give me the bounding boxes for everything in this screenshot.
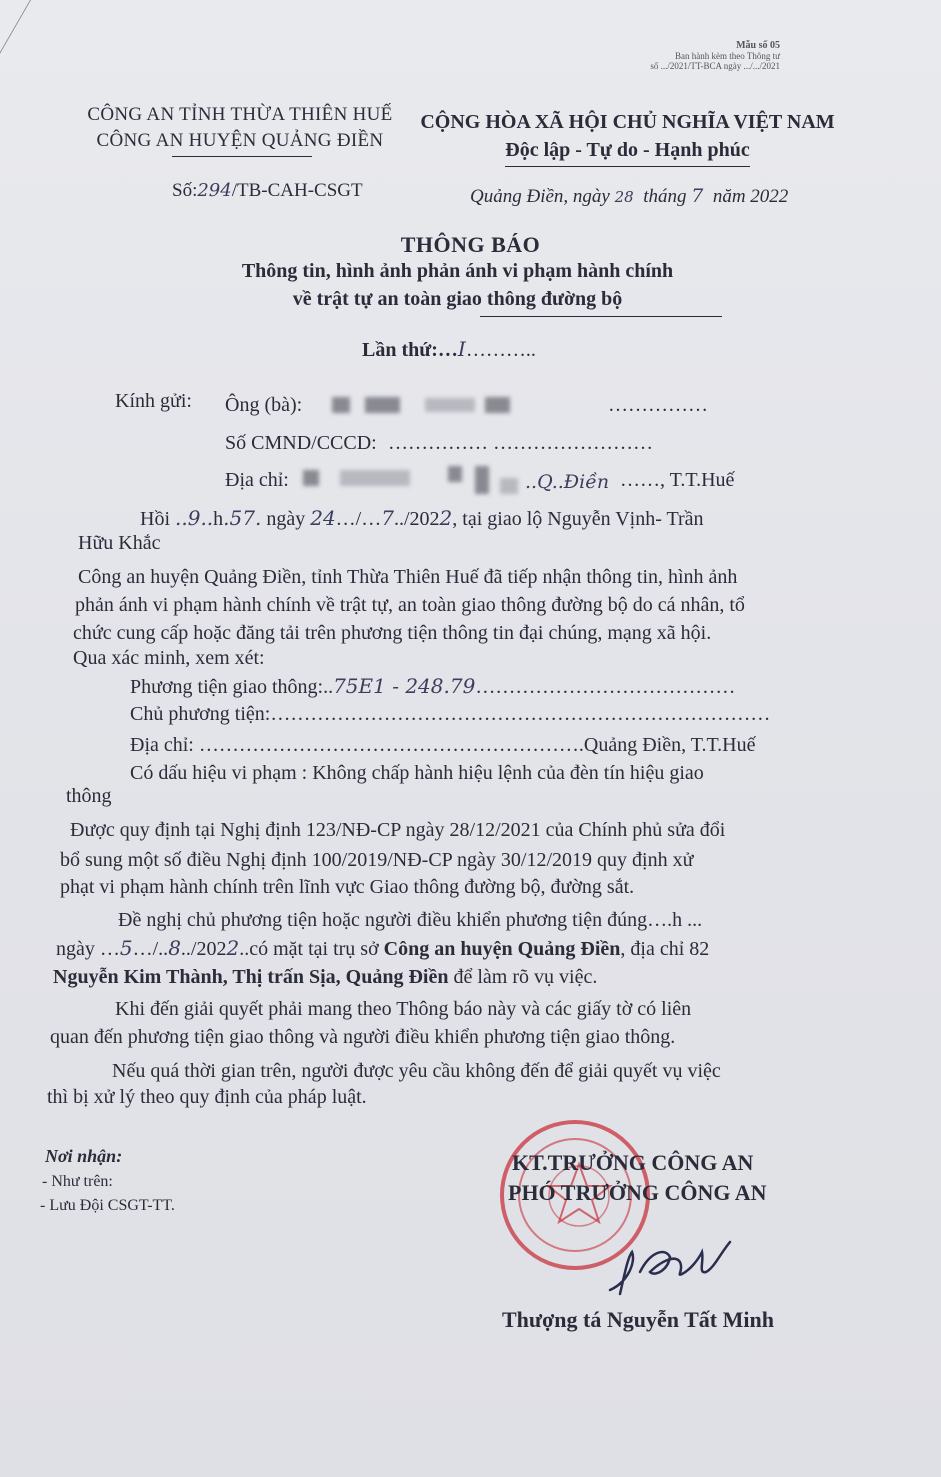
address2-label: Địa chỉ: — [130, 734, 194, 756]
redacted-address-2 — [340, 470, 410, 486]
request-sep1: …/.. — [132, 938, 169, 960]
request-address-prefix: , địa chỉ 82 — [620, 938, 710, 960]
request-year: 2 — [226, 936, 240, 960]
date-year: năm 2022 — [712, 186, 789, 207]
address2-dots: ……………………………………………… — [198, 734, 559, 756]
form-number-line2: Ban hành kèm theo Thông tư — [675, 51, 780, 61]
p1-line4: Qua xác minh, xem xét: — [73, 647, 265, 669]
incident-day: 24 — [310, 506, 336, 530]
bring-line1: Khi đến giải quyết phải mang theo Thông báo này và các giấy tờ có liên — [115, 998, 692, 1020]
vehicle-dots: ………………………………… — [475, 676, 736, 698]
redacted-name-2 — [365, 397, 400, 413]
form-number-line1: Mẫu số 05 — [736, 40, 780, 51]
country-header — [410, 108, 845, 164]
incident-month: 7 — [381, 506, 394, 530]
request-office: Công an huyện Quảng Điền — [383, 938, 621, 960]
date-month: 7 — [691, 185, 704, 207]
page-fold — [0, 0, 31, 60]
owner-label: Chủ phương tiện: — [130, 703, 271, 725]
owner-dots: ………………………………………………………………… — [270, 703, 771, 725]
attempt-value: I — [457, 337, 466, 361]
late-line1: Nếu quá thời gian trên, người được yêu cầu không đến để giải quyết vụ việc — [112, 1060, 721, 1082]
motto-underline — [505, 166, 750, 167]
handwritten-signature — [580, 1232, 750, 1302]
signer-name: Thượng tá Nguyễn Tất Minh — [502, 1307, 774, 1332]
incident-hour: ..9.. — [175, 506, 214, 530]
signature-title-2: PHÓ TRƯỞNG CÔNG AN — [508, 1180, 767, 1205]
redacted-name-3 — [425, 398, 475, 412]
redacted-address-4 — [475, 466, 489, 494]
recipient-address-handwritten: ..Q..Điền — [525, 471, 610, 493]
violation-line2: thông — [66, 785, 112, 807]
agency-underline — [172, 156, 312, 157]
request-day: 5 — [119, 936, 133, 960]
redacted-address-1 — [303, 470, 319, 486]
request-line2 — [56, 933, 709, 964]
request-present: ..có mặt tại trụ sở — [239, 938, 379, 960]
attempt-number — [362, 337, 536, 362]
recipients-item1: - Như trên: — [42, 1173, 113, 1190]
attempt-dots-before: … — [437, 339, 458, 361]
recipient-name-dots: …………… — [608, 394, 708, 416]
incident-ngay: ngày — [266, 508, 306, 530]
country-line2: Độc lập - Tự do - Hạnh phúc — [505, 139, 750, 161]
regulation-line2: bổ sung một số điều Nghị định 100/2019/NĐ-CP ngày 30/12/2019 quy định xử — [60, 849, 694, 871]
agency-line2: CÔNG AN HUYỆN QUẢNG ĐIỀN — [96, 130, 384, 151]
address2-tail: ….Quảng Điền, T.T.Huế — [558, 734, 756, 756]
doc-number — [172, 180, 363, 202]
request-line3 — [53, 962, 597, 992]
doc-subtitle-2: về trật tự an toàn giao thông đường bộ — [292, 288, 623, 310]
signature-title-1: KT.TRƯỞNG CÔNG AN — [512, 1150, 754, 1175]
p1-line2: phản ánh vi phạm hành chính về trật tự, an toàn giao thông đường bộ do cá nhân, tổ — [75, 594, 745, 616]
doc-subtitle-1: Thông tin, hình ảnh phản ánh vi phạm hành chính — [241, 260, 674, 282]
recipients-item2: - Lưu Đội CSGT-TT. — [40, 1197, 175, 1214]
date-month-label: tháng — [643, 186, 687, 207]
owner-line — [130, 699, 770, 729]
agency-header — [70, 102, 410, 154]
request-line1: Đề nghị chủ phương tiện hoặc người điều khiển phương tiện đúng….h ... — [118, 909, 703, 931]
incident-year-prefix: ../202 — [393, 508, 440, 530]
doc-number-prefix: Số: — [172, 180, 198, 201]
redacted-name-4 — [485, 397, 510, 413]
late-line2: thì bị xử lý theo quy định của pháp luật. — [47, 1086, 367, 1108]
redacted-name-1 — [332, 397, 350, 413]
recipient-name-label: Ông (bà): — [225, 394, 303, 416]
title-underline — [480, 316, 722, 317]
date-place: Quảng Điền, ngày — [470, 186, 610, 207]
incident-minute: .57. — [223, 506, 262, 530]
incident-place-cont: Hữu Khắc — [78, 532, 161, 554]
doc-number-handwritten: 294 — [197, 180, 232, 201]
country-line1: CỘNG HÒA XÃ HỘI CHỦ NGHĨA VIỆT NAM — [420, 111, 835, 133]
recipients-title: Nơi nhận: — [45, 1146, 123, 1166]
violation-line1: Có dấu hiệu vi phạm : Không chấp hành hiệu lệnh của đèn tín hiệu giao — [130, 762, 704, 784]
doc-number-suffix: /TB-CAH-CSGT — [231, 180, 363, 201]
regulation-line3: phạt vi phạm hành chính trên lĩnh vực Giao thông đường bộ, đường sắt. — [60, 876, 635, 898]
attempt-dots-after: ……….. — [465, 339, 536, 361]
request-sep2: ../202 — [180, 938, 227, 960]
form-number-line3: số .../2021/TT-BCA ngày .../.../2021 — [650, 61, 780, 71]
vehicle-plate: 75E1 - 248.79 — [333, 674, 476, 698]
incident-time: Hồi ..9..h.57. ngày 24…/…7../2022, tại giao lộ Nguyễn Vịnh- Trần — [140, 506, 704, 530]
bring-line2: quan đến phương tiện giao thông và người điều khiển phương tiện giao thông. — [50, 1026, 676, 1048]
incident-place: , tại giao lộ Nguyễn Vịnh- Trần — [452, 508, 704, 530]
request-address: Nguyễn Kim Thành, Thị trấn Sịa, Quảng Điền — [53, 966, 449, 988]
recipient-id-dots: …………… …………………… — [388, 432, 653, 454]
p1-line3: chức cung cấp hoặc đăng tải trên phương tiện thông tin đại chúng, mạng xã hội. — [73, 622, 712, 644]
request-month: 8 — [168, 936, 181, 960]
vehicle-label: Phương tiện giao thông:.. — [130, 676, 334, 698]
address2-line — [130, 730, 756, 760]
recipient-address-label: Địa chỉ: — [225, 469, 289, 491]
regulation-line1: Được quy định tại Nghị định 123/NĐ-CP ngày 28/12/2021 của Chính phủ sửa đổi — [70, 819, 726, 841]
date-day: 28 — [614, 188, 634, 206]
doc-title: THÔNG BÁO — [400, 232, 541, 257]
redacted-address-5 — [500, 478, 518, 494]
recipient-address-tail: ……, T.T.Huế — [620, 469, 735, 491]
attempt-label: Lần thứ: — [362, 339, 438, 361]
kinh-gui-label: Kính gửi: — [115, 390, 192, 412]
incident-h: h — [213, 508, 224, 530]
form-number — [600, 40, 780, 71]
redacted-address-3 — [448, 466, 462, 482]
vehicle-line — [130, 671, 735, 702]
request-purpose: để làm rõ vụ việc. — [453, 966, 598, 988]
recipient-id-label: Số CMND/CCCD: — [225, 432, 377, 454]
p1-line1: Công an huyện Quảng Điền, tỉnh Thừa Thiên Huế đã tiếp nhận thông tin, hình ảnh — [78, 566, 738, 588]
incident-year: 2 — [439, 506, 453, 530]
incident-hoi: Hồi — [140, 508, 170, 530]
request-ngay: ngày … — [56, 938, 120, 960]
agency-line1: CÔNG AN TỈNH THỪA THIÊN HUẾ — [87, 104, 393, 125]
issue-date — [470, 185, 788, 208]
